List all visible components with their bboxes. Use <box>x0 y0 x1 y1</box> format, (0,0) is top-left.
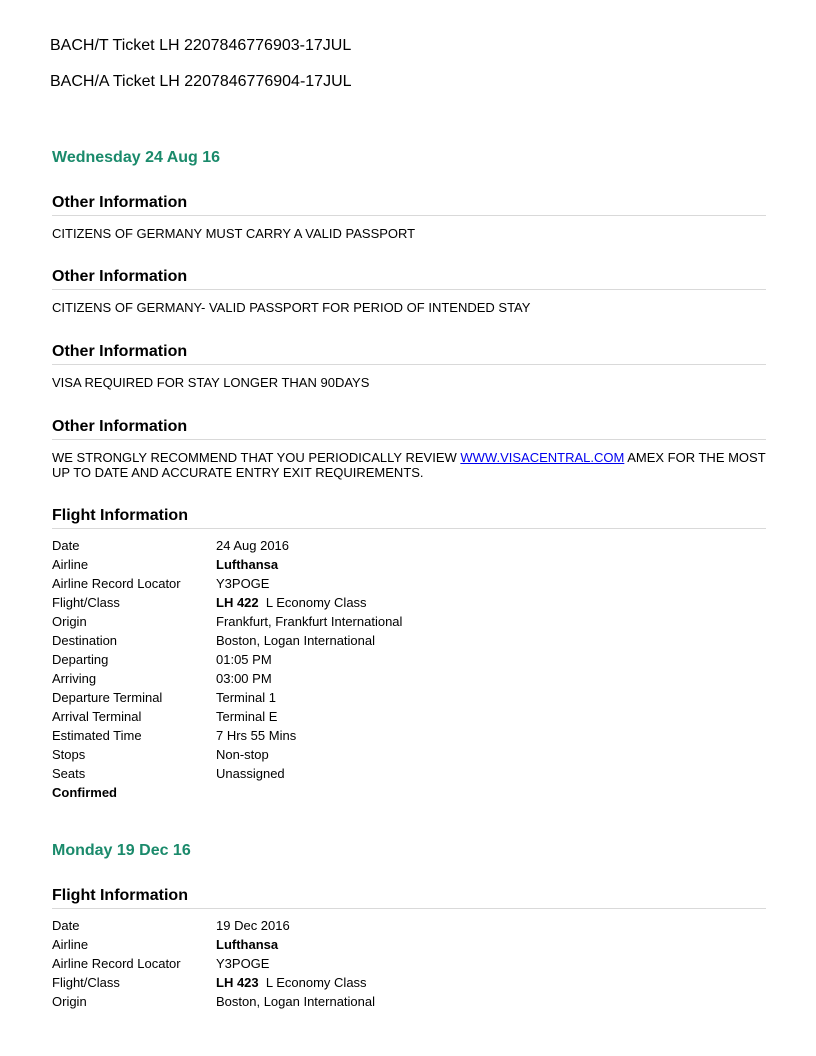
field-label: Departure Terminal <box>52 690 163 705</box>
field-value: Boston, Logan International <box>216 633 376 648</box>
flight-row-origin <box>52 612 402 631</box>
flight-row-airline <box>52 555 402 574</box>
flight-row-class <box>52 973 375 992</box>
field-label: Flight/Class <box>52 595 120 610</box>
field-value: Non-stop <box>216 747 269 762</box>
flight-row-dep-terminal <box>52 688 402 707</box>
flight-details <box>52 536 402 802</box>
field-label: Date <box>52 538 80 553</box>
field-value: 19 Dec 2016 <box>216 918 290 933</box>
flight-row-origin <box>52 992 375 1011</box>
flight-info-section <box>52 887 766 909</box>
flight-number: LH 422 <box>216 595 259 610</box>
section-title: Other Information <box>52 343 766 365</box>
section-title: Flight Information <box>52 887 766 909</box>
field-value: 01:05 PM <box>216 652 272 667</box>
field-value: Terminal 1 <box>216 690 276 705</box>
field-label: Airline Record Locator <box>52 956 181 971</box>
field-value: 03:00 PM <box>216 671 272 686</box>
field-value <box>216 973 367 992</box>
flight-row-destination <box>52 631 402 650</box>
other-info-text: CITIZENS OF GERMANY MUST CARRY A VALID PASSPORT <box>52 226 416 241</box>
field-label: Flight/Class <box>52 975 120 990</box>
flight-info-section <box>52 507 766 529</box>
flight-row-departing <box>52 650 402 669</box>
flight-row-arriving <box>52 669 402 688</box>
field-label: Destination <box>52 633 118 648</box>
section-title: Other Information <box>52 194 766 216</box>
other-info-text: CITIZENS OF GERMANY- VALID PASSPORT FOR PERIOD OF INTENDED STAY <box>52 300 531 315</box>
other-info-text-before: WE STRONGLY RECOMMEND THAT YOU PERIODICALLY REVIEW <box>52 450 461 465</box>
booking-status: Confirmed <box>52 785 117 800</box>
field-value: Lufthansa <box>216 557 279 572</box>
flight-row-class <box>52 593 402 612</box>
field-label: Arriving <box>52 671 97 686</box>
field-label: Origin <box>52 994 87 1009</box>
field-value: 7 Hrs 55 Mins <box>216 728 297 743</box>
day-heading: Monday 19 Dec 16 <box>52 842 191 859</box>
other-info-text-after: AMEX FOR THE MOST UP TO DATE AND ACCURATE ENTRY EXIT REQUIREMENTS. <box>52 450 766 480</box>
flight-row-date <box>52 916 375 935</box>
field-value: Boston, Logan International <box>216 994 376 1009</box>
field-label: Estimated Time <box>52 728 142 743</box>
field-label: Airline <box>52 937 89 952</box>
field-value <box>216 593 367 612</box>
section-title: Flight Information <box>52 507 766 529</box>
other-info-section <box>52 418 766 480</box>
field-label: Airline Record Locator <box>52 576 181 591</box>
flight-row-locator <box>52 574 402 593</box>
field-label: Departing <box>52 652 109 667</box>
other-info-text <box>52 450 766 480</box>
flight-number: LH 423 <box>216 975 259 990</box>
field-value: Y3POGE <box>216 956 270 971</box>
field-value: Terminal E <box>216 709 278 724</box>
field-label: Arrival Terminal <box>52 709 142 724</box>
field-value: Frankfurt, Frankfurt International <box>216 614 403 629</box>
field-label: Airline <box>52 557 89 572</box>
ticket-line: BACH/A Ticket LH 2207846776904-17JUL <box>50 73 352 90</box>
field-value: Unassigned <box>216 766 285 781</box>
flight-row-arr-terminal <box>52 707 402 726</box>
visacentral-link[interactable]: WWW.VISACENTRAL.COM <box>460 450 625 465</box>
field-label: Origin <box>52 614 87 629</box>
flight-class: L Economy Class <box>265 595 367 610</box>
flight-row-locator <box>52 954 375 973</box>
flight-row-stops <box>52 745 402 764</box>
day-heading: Wednesday 24 Aug 16 <box>52 149 221 166</box>
field-value: Y3POGE <box>216 576 270 591</box>
other-info-text: VISA REQUIRED FOR STAY LONGER THAN 90DAYS <box>52 375 370 390</box>
flight-row-airline <box>52 935 375 954</box>
field-label: Seats <box>52 766 86 781</box>
section-title: Other Information <box>52 268 766 290</box>
field-value: Lufthansa <box>216 937 279 952</box>
field-label: Stops <box>52 747 86 762</box>
section-title: Other Information <box>52 418 766 440</box>
ticket-line: BACH/T Ticket LH 2207846776903-17JUL <box>50 37 352 54</box>
flight-row-est-time <box>52 726 402 745</box>
other-info-section <box>52 343 766 390</box>
field-label: Date <box>52 918 80 933</box>
other-info-section <box>52 194 766 241</box>
flight-row-date <box>52 536 402 555</box>
field-value: 24 Aug 2016 <box>216 538 290 553</box>
flight-class: L Economy Class <box>265 975 367 990</box>
flight-row-seats <box>52 764 402 783</box>
flight-details <box>52 916 375 1011</box>
other-info-section <box>52 268 766 315</box>
